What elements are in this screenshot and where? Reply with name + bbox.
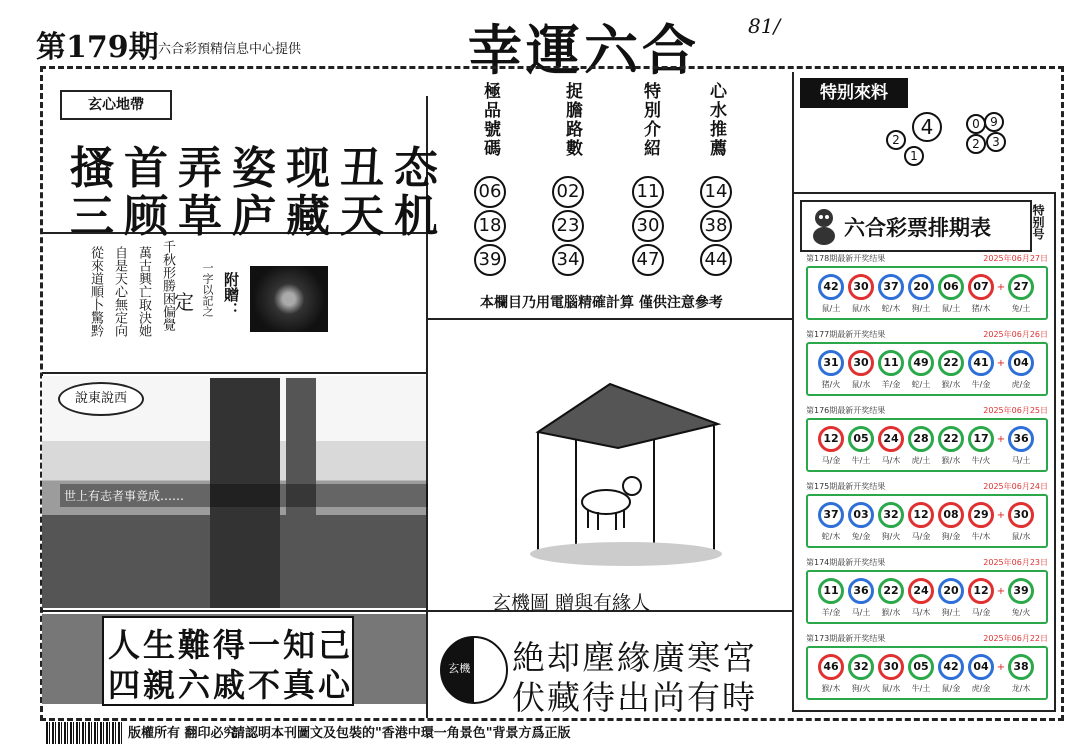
ball-zodiac: 狗/金 [941,532,961,541]
number-ball: 14 [700,176,732,208]
result-ball [936,350,966,390]
number-ball: 44 [700,244,732,276]
draw-result [806,634,1048,700]
ball-number: 12 [818,426,844,452]
ball-zodiac: 猴/水 [941,456,961,465]
ball-number: 32 [878,502,904,528]
bottom-phrase: 人生難得一知己 [108,626,354,664]
ball-number: 30 [1008,502,1034,528]
special-number: 3 [986,132,1006,152]
result-ball [936,426,966,466]
ball-zodiac: 马/金 [911,532,931,541]
special-number: 9 [984,112,1004,132]
ball-zodiac: 虎/土 [911,456,931,465]
ball-zodiac: 狗/火 [851,684,871,693]
ball-number: 24 [908,578,934,604]
ball-zodiac: 牛/木 [971,532,991,541]
result-ball [846,426,876,466]
result-ball [906,274,936,314]
ball-number: 20 [908,274,934,300]
result-ball [816,350,846,390]
schedule-title: 六合彩票排期表 [844,215,991,240]
ball-zodiac: 兔/土 [1011,304,1031,313]
draw-balls-box [806,342,1048,396]
result-ball [936,274,966,314]
draw-header [806,406,1048,416]
divider [42,372,426,374]
result-ball [966,350,996,390]
yinyang-label: 玄機 神算 [448,662,496,675]
draw-label: 第173期最新开奖结果 [806,634,886,643]
ball-number: 04 [968,654,994,680]
ball-number: 11 [818,578,844,604]
result-ball [906,350,936,390]
draw-label: 第174期最新开奖结果 [806,558,886,567]
column-header: 極品號碼 [480,82,500,158]
number-ball: 34 [552,244,584,276]
ball-zodiac: 猴/水 [881,608,901,617]
riddle-column: 千秋形勝困偏覺 [160,240,175,331]
number-ball: 38 [700,210,732,242]
draw-balls-box [806,418,1048,472]
result-ball [906,578,936,618]
ball-zodiac: 龙/木 [1011,684,1031,693]
poem-line: 三顾草庐藏天机 [70,191,448,242]
ball-number: 41 [968,350,994,376]
number-ball: 06 [474,176,506,208]
barcode [46,722,124,744]
ball-zodiac: 马/土 [1011,456,1031,465]
result-ball [846,274,876,314]
special-ball [1006,350,1036,390]
ball-zodiac: 羊/金 [821,608,841,617]
result-ball [816,654,846,694]
result-ball [816,578,846,618]
ball-zodiac: 狗/土 [941,608,961,617]
result-ball [966,502,996,542]
ball-zodiac: 鼠/土 [821,304,841,313]
ball-number: 27 [1008,274,1034,300]
result-ball [906,502,936,542]
mascot-icon [808,206,840,246]
draw-date: 2025年06月26日 [983,330,1048,339]
riddle-answer: 定 [174,290,194,314]
notice-text: 本欄目乃用電腦精確計算 僅供注意參考 [480,295,723,311]
plus-sign: + [996,586,1006,597]
photo-ticker: 世上有志者事竟成…… [60,484,428,507]
ball-zodiac: 牛/金 [971,380,991,389]
ball-number: 46 [818,654,844,680]
ball-row [808,496,1046,542]
ball-zodiac: 狗/土 [911,304,931,313]
ball-zodiac: 马/木 [881,456,901,465]
poem-line: 搔首弄姿现丑态 [70,143,448,194]
ball-number: 42 [938,654,964,680]
ball-zodiac: 羊/金 [881,380,901,389]
ball-zodiac: 蛇/土 [911,380,931,389]
ball-zodiac: 牛/土 [911,684,931,693]
special-number: 0 [966,114,986,134]
special-title: 特别來料 [800,78,908,108]
draw-header [806,558,1048,568]
ball-number: 32 [848,654,874,680]
ball-zodiac: 鼠/水 [881,684,901,693]
ball-number: 49 [908,350,934,376]
number-ball: 47 [632,244,664,276]
provider-text: 六合彩預精信息中心提供 [158,42,302,57]
ball-number: 06 [938,274,964,300]
special-number: 4 [912,112,942,142]
ball-zodiac: 兔/火 [1011,608,1031,617]
ball-number: 07 [968,274,994,300]
result-ball [876,274,906,314]
ball-zodiac: 虎/金 [1011,380,1031,389]
draw-date: 2025年06月24日 [983,482,1048,491]
ball-number: 11 [878,350,904,376]
number-ball: 30 [632,210,664,242]
draw-result [806,482,1048,548]
ball-number: 04 [1008,350,1034,376]
draw-result [806,330,1048,396]
number-ball: 18 [474,210,506,242]
result-ball [966,578,996,618]
result-ball [816,426,846,466]
ball-number: 38 [1008,654,1034,680]
draw-result [806,558,1048,624]
draw-header [806,254,1048,264]
result-ball [846,350,876,390]
special-ball [1006,426,1036,466]
authenticity-note: 請認明本刊圖文及包裝的"香港中環一角景色"背景方爲正版 [232,726,571,741]
result-ball [936,654,966,694]
ball-number: 36 [848,578,874,604]
draw-header [806,482,1048,492]
ball-number: 37 [818,502,844,528]
ball-zodiac: 虎/金 [971,684,991,693]
tent-illustration [518,362,738,572]
divider [426,318,792,320]
result-ball [876,350,906,390]
draw-label: 第178期最新开奖结果 [806,254,886,263]
ball-number: 24 [878,426,904,452]
ball-zodiac: 猴/水 [941,380,961,389]
ball-number: 30 [848,350,874,376]
illustration-caption: 玄機圖 贈與有緣人 [492,592,651,614]
ball-zodiac: 马/木 [911,608,931,617]
plus-sign: + [996,434,1006,445]
draw-label: 第177期最新开奖结果 [806,330,886,339]
riddle-column: 自是天心無定向 [112,246,127,337]
ball-number: 22 [938,350,964,376]
column-header: 特別介紹 [640,82,660,158]
ball-zodiac: 鼠/水 [851,380,871,389]
schedule-side-label: 特别号 [1031,204,1045,240]
number-ball: 23 [552,210,584,242]
ball-number: 29 [968,502,994,528]
ball-row [808,344,1046,390]
ball-row [808,420,1046,466]
draw-header [806,330,1048,340]
ball-number: 05 [908,654,934,680]
logo-mark: 81/ [748,14,781,38]
result-ball [966,654,996,694]
ball-number: 05 [848,426,874,452]
number-ball: 39 [474,244,506,276]
ball-row [808,572,1046,618]
ball-zodiac: 马/土 [851,608,871,617]
ball-number: 36 [1008,426,1034,452]
draw-header [806,634,1048,644]
draw-balls-box [806,494,1048,548]
ball-number: 03 [848,502,874,528]
ball-number: 42 [818,274,844,300]
draw-result [806,406,1048,472]
divider [42,610,792,612]
column-header: 捉膽路數 [562,82,582,158]
ball-row [808,648,1046,694]
special-number: 2 [886,130,906,150]
draw-balls-box [806,570,1048,624]
result-ball [936,502,966,542]
section-tag: 玄心地帶 [60,90,172,120]
ball-zodiac: 猴/木 [821,684,841,693]
special-ball [1006,274,1036,314]
quote-line: 伏藏待出尚有時 [512,678,757,717]
ball-number: 37 [878,274,904,300]
column-header: 心水推薦 [706,82,726,158]
special-ball [1006,654,1036,694]
result-ball [846,502,876,542]
result-ball [966,274,996,314]
plus-sign: + [996,662,1006,673]
speech-bubble: 說東說西 [58,382,144,416]
special-number: 2 [966,134,986,154]
draw-balls-box [806,646,1048,700]
ball-zodiac: 鼠/水 [1011,532,1031,541]
bottom-phrase: 四親六戚不真心 [108,666,354,704]
ball-row [808,268,1046,314]
result-ball [936,578,966,618]
result-ball [846,578,876,618]
ball-zodiac: 鼠/金 [941,684,961,693]
ball-zodiac: 猪/木 [971,304,991,313]
ball-number: 30 [848,274,874,300]
draw-result [806,254,1048,320]
result-ball [906,654,936,694]
draw-label: 第176期最新开奖结果 [806,406,886,415]
ball-number: 39 [1008,578,1034,604]
ball-zodiac: 牛/火 [971,456,991,465]
ball-number: 22 [938,426,964,452]
draw-label: 第175期最新开奖结果 [806,482,886,491]
result-ball [816,274,846,314]
number-ball: 11 [632,176,664,208]
result-ball [876,502,906,542]
ball-number: 20 [938,578,964,604]
result-ball [876,654,906,694]
ball-number: 17 [968,426,994,452]
ball-number: 28 [908,426,934,452]
special-ball [1006,502,1036,542]
draw-date: 2025年06月23日 [983,558,1048,567]
draw-date: 2025年06月27日 [983,254,1048,263]
draw-date: 2025年06月22日 [983,634,1048,643]
logo-title: 幸運六合 [468,18,700,82]
ball-zodiac: 猪/火 [821,380,841,389]
divider [792,72,794,192]
ball-number: 22 [878,578,904,604]
ball-zodiac: 马/金 [971,608,991,617]
ball-zodiac: 兔/金 [851,532,871,541]
ball-zodiac: 蛇/木 [881,304,901,313]
riddle-hint: 一字以記之 [201,262,214,317]
result-ball [846,654,876,694]
ball-zodiac: 鼠/土 [941,304,961,313]
special-ball [1006,578,1036,618]
result-ball [966,426,996,466]
result-ball [816,502,846,542]
number-ball: 02 [552,176,584,208]
draw-balls-box [806,266,1048,320]
ball-number: 30 [878,654,904,680]
ball-number: 08 [938,502,964,528]
gift-label: 附贈： [222,272,240,317]
draw-date: 2025年06月25日 [983,406,1048,415]
result-ball [876,426,906,466]
ball-number: 12 [968,578,994,604]
result-ball [876,578,906,618]
plus-sign: + [996,510,1006,521]
ball-zodiac: 鼠/水 [851,304,871,313]
gift-image [250,266,328,332]
issue-number: 第179期 [36,30,159,65]
ball-number: 12 [908,502,934,528]
result-ball [906,426,936,466]
plus-sign: + [996,282,1006,293]
copyright-text: 版權所有 翻印必究 [128,726,237,741]
riddle-column: 萬古興亡取決她 [136,246,151,337]
ball-zodiac: 马/金 [821,456,841,465]
quote-line: 絶却塵緣廣寒宮 [512,638,757,677]
ball-zodiac: 狗/火 [881,532,901,541]
riddle-column: 從來道順卜驚黔 [88,246,103,337]
ball-number: 31 [818,350,844,376]
plus-sign: + [996,358,1006,369]
ball-zodiac: 牛/土 [851,456,871,465]
ball-zodiac: 蛇/木 [821,532,841,541]
special-number: 1 [904,146,924,166]
